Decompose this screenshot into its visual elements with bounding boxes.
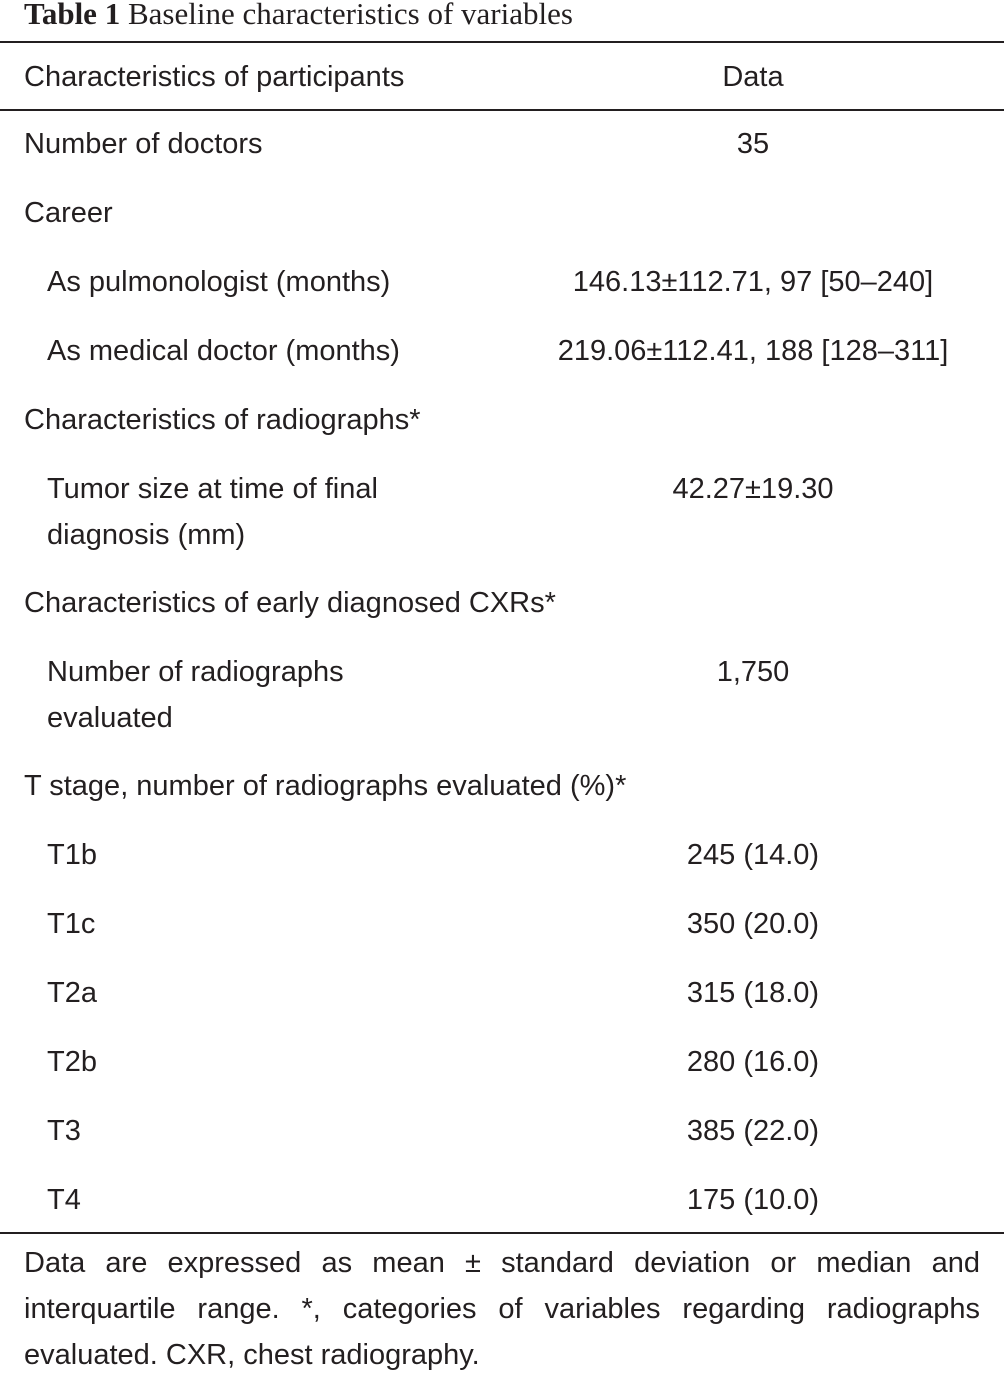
header-rule: [0, 109, 1004, 111]
row-label: T3: [47, 1115, 81, 1147]
table-row: [0, 1039, 1004, 1108]
table-caption: [24, 0, 573, 34]
table-row: [0, 397, 1004, 466]
row-value: 42.27±19.30: [672, 473, 834, 505]
table-row: [0, 1177, 1004, 1246]
row-label: As pulmonologist (months): [47, 266, 391, 298]
table-row: [0, 580, 1004, 649]
row-value: 1,750: [716, 656, 790, 688]
row-value: 35: [736, 128, 770, 160]
row-value: 315 (18.0): [686, 977, 820, 1009]
row-value: 385 (22.0): [686, 1115, 820, 1147]
row-label: Characteristics of radiographs*: [24, 404, 421, 436]
table-row: [0, 1108, 1004, 1177]
table-footnote: Data are expressed as mean ± standard deviation or median and interquartile range. *, categories of variables regarding radiographs evaluated. CXR, chest radiography.: [24, 1247, 980, 1371]
top-rule: [0, 41, 1004, 43]
row-value: 146.13±112.71, 97 [50–240]: [572, 266, 934, 298]
table-row: [0, 763, 1004, 832]
table-row: [0, 121, 1004, 190]
table-caption-title: Baseline characteristics of variables: [127, 0, 573, 31]
row-value: 350 (20.0): [686, 908, 820, 940]
table-caption-label: Table 1: [24, 0, 121, 31]
table-row: [0, 901, 1004, 970]
table-row: [0, 259, 1004, 328]
row-label: T stage, number of radiographs evaluated (%)*: [24, 770, 627, 802]
row-label: Career: [24, 197, 113, 229]
bottom-rule: [0, 1232, 1004, 1234]
row-label: T1c: [47, 908, 96, 940]
table-row: [0, 466, 1004, 580]
table-body: [0, 121, 1004, 1246]
row-value: 245 (14.0): [686, 839, 820, 871]
row-label: T2b: [47, 1046, 97, 1078]
table-row: [0, 190, 1004, 259]
row-value: 175 (10.0): [686, 1184, 820, 1216]
row-value: 280 (16.0): [686, 1046, 820, 1078]
row-label: Number of doctors: [24, 128, 263, 160]
row-label: As medical doctor (months): [47, 335, 400, 367]
table-row: [0, 649, 1004, 763]
row-label: T2a: [47, 977, 97, 1009]
row-label: Tumor size at time of final diagnosis (mm): [47, 473, 378, 551]
table-row: [0, 832, 1004, 901]
header-data: Data: [722, 61, 784, 93]
row-label: Characteristics of early diagnosed CXRs*: [24, 587, 556, 619]
table-row: [0, 970, 1004, 1039]
row-label: Number of radiographs evaluated: [47, 656, 344, 734]
row-value: 219.06±112.41, 188 [128–311]: [557, 335, 949, 367]
row-label: T4: [47, 1184, 81, 1216]
row-label: T1b: [47, 839, 97, 871]
table-row: [0, 328, 1004, 397]
header-characteristics: Characteristics of participants: [24, 61, 405, 93]
